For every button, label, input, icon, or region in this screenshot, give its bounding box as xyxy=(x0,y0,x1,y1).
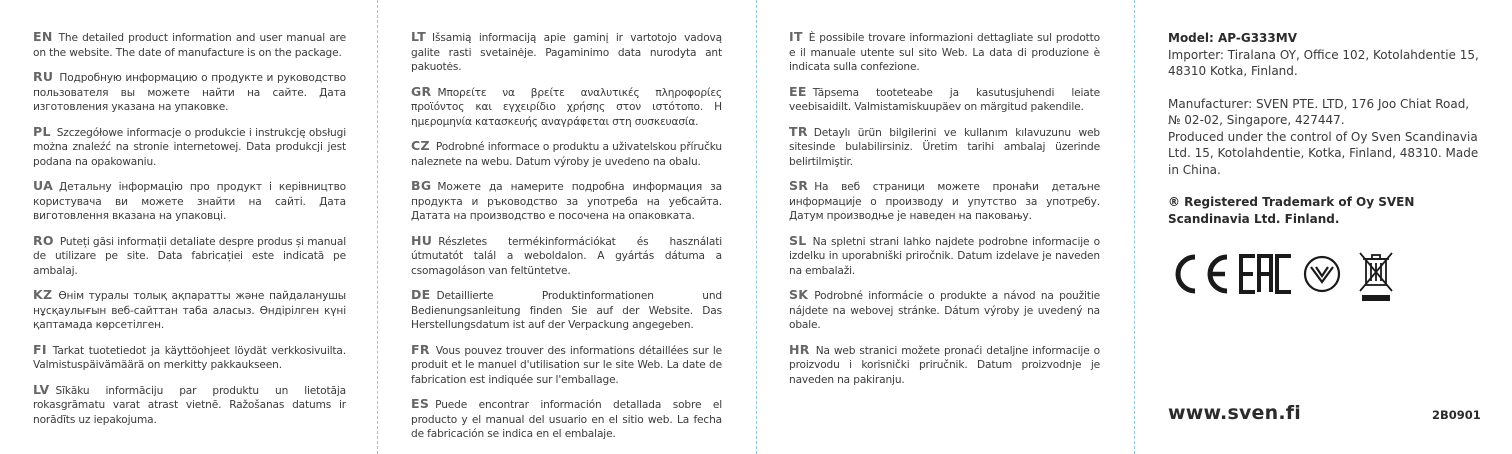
production-text: Produced under the control of Oy Sven Scandinavia Ltd. 15, Kotolahdentie, Kotka, Finland, 48310. Made in China. xyxy=(1168,129,1479,177)
entry-en: EN The detailed product information and user manual are on the website. The date of manufacture is on the package. xyxy=(33,29,346,59)
entry-lt: LT Išsamią informaciją apie gaminį ir vartotojo vadovą galite rasti svetainėje. Pagaminimo data nurodyta ant pakuotės. xyxy=(411,29,722,73)
language-column-3 xyxy=(789,30,1100,397)
entry-de: DE Detaillierte Produktinformationen und Bedienungsanleitung finden Sie auf der Website. Das Herstellungsdatum ist auf der Verpackung angegeben. xyxy=(411,287,722,331)
entry-bg: BG Можете да намерите подробна информация за продукта и ръководство за употреба на уебсайта. Датата на производство е посочена на опаковката. xyxy=(411,178,722,222)
entry-fr: FR Vous pouvez trouver des informations détaillées sur le produit et le manuel d'utilisation sur le site Web. La date de fabrication est indiquée sur l'emballage. xyxy=(411,341,722,386)
manufacturer-text: Manufacturer: SVEN PTE. LTD, 176 Joo Chiat Road, № 02-02, Singapore, 427447. xyxy=(1168,96,1470,127)
product-info xyxy=(1168,30,1480,227)
language-column-1 xyxy=(33,30,346,437)
entry-sk: SK Podrobné informácie o produkte a návod na použitie nájdete na webovej stránke. Dátum výroby je uvedený na obale. xyxy=(789,287,1100,331)
ce-mark-icon xyxy=(1165,253,1231,295)
entry-sr: SR На веб страници можете пронаћи детаљне информације о производу и упутство за употребу. Датум производње је наведен на паковању. xyxy=(789,178,1100,222)
entry-hu: HU Részletes termékinformációkat és használati útmutatót talál a weboldalon. A gyártás dátuma a csomagoláson van feltüntetve. xyxy=(411,232,722,277)
entry-sl: SL Na spletni strani lahko najdete podrobne informacije o izdelku in uporabniški priročnik. Datum izdelave je naveden na embalaži. xyxy=(789,232,1100,277)
entry-cz: CZ Podrobné informace o produktu a uživatelskou příručku naleznete na webu. Datum výroby je uvedeno na obalu. xyxy=(411,138,722,168)
entry-hr: HR Na web stranici možete pronaći detaljne informacije o proizvodu i korisnički priručnik. Datum proizvodnje je naveden na pakiranju. xyxy=(789,341,1100,386)
divider-3 xyxy=(1134,0,1135,454)
divider-1 xyxy=(377,0,378,454)
model-label: Model: AP-G333MV xyxy=(1168,31,1297,45)
language-column-2 xyxy=(411,30,722,452)
trademark-text: ® Registered Trademark of Oy SVEN Scandinavia Ltd. Finland. xyxy=(1168,195,1415,226)
entry-pl: PL Szczegółowe informacje o produkcie i instrukcję obsługi można znaleźć na stronie internetowej. Data produkcji jest podana na opakowaniu. xyxy=(33,123,346,168)
eac-mark-icon xyxy=(1239,254,1293,294)
entry-gr: GR Μπορείτε να βρείτε αναλυτικές πληροφορίες προϊόντος και εγχειρίδιο χρήσης στον ιστότοπο. Η ημερομηνία κατασκευής αναγράφεται στη συσκευασία. xyxy=(411,83,722,128)
divider-2 xyxy=(756,0,757,454)
document-code: 2B0901 xyxy=(1432,408,1481,422)
entry-ro: RO Puteți găsi informații detaliate despre produs și manual de utilizare pe site. Data fabricației este indicată pe ambalaj. xyxy=(33,232,346,277)
website-url: www.sven.fi xyxy=(1168,402,1301,424)
entry-ee: EE Täpsema tooteteabe ja kasutusjuhendi leiate veebisaidilt. Valmistamiskuupäev on märgitud pakendile. xyxy=(789,83,1100,113)
entry-it: IT È possibile trovare informazioni dettagliate sul prodotto e il manuale utente sul sito Web. La data di produzione è indicata sulla confezione. xyxy=(789,29,1100,73)
certification-marks xyxy=(1165,245,1405,305)
entry-ru: RU Подробную информацию о продукте и руководство пользователя вы можете найти на сайте. Дата изготовления указана на упаковке. xyxy=(33,69,346,113)
ua-mark-icon xyxy=(1302,254,1342,294)
entry-tr: TR Detaylı ürün bilgilerini ve kullanım kılavuzunu web sitesinde bulabilirsiniz. Üretim tarihi ambalaj üzerinde belirtilmiştir. xyxy=(789,123,1100,168)
weee-bin-icon xyxy=(1356,249,1396,303)
entry-lv: LV Sīkāku informāciju par produktu un lietotāja rokasgrāmatu varat atrast vietnē. Ražošanas datums ir norādīts uz iepakojuma. xyxy=(33,381,346,426)
importer-text: Importer: Tiralana OY, Office 102, Kotolahdentie 15, 48310 Kotka, Finland. xyxy=(1168,47,1479,78)
entry-ua: UA Детальну інформацію про продукт і керівництво користувача ви можете знайти на сайті. Дата виготовлення вказана на упаковці. xyxy=(33,178,346,222)
entry-fi: FI Tarkat tuotetiedot ja käyttöohjeet löydät verkkosivuilta. Valmistuspäivämäärä on merkitty pakkaukseen. xyxy=(33,341,346,371)
entry-es: ES Puede encontrar información detallada sobre el producto y el manual del usuario en el sitio web. La fecha de fabricación se indica en el embalaje. xyxy=(411,396,722,440)
entry-kz: KZ Өнім туралы толық ақпаратты және пайдаланушы нұсқаулығын веб-сайттан таба аласыз. Өндірілген күні қаптамада көрсетілген. xyxy=(33,287,346,331)
